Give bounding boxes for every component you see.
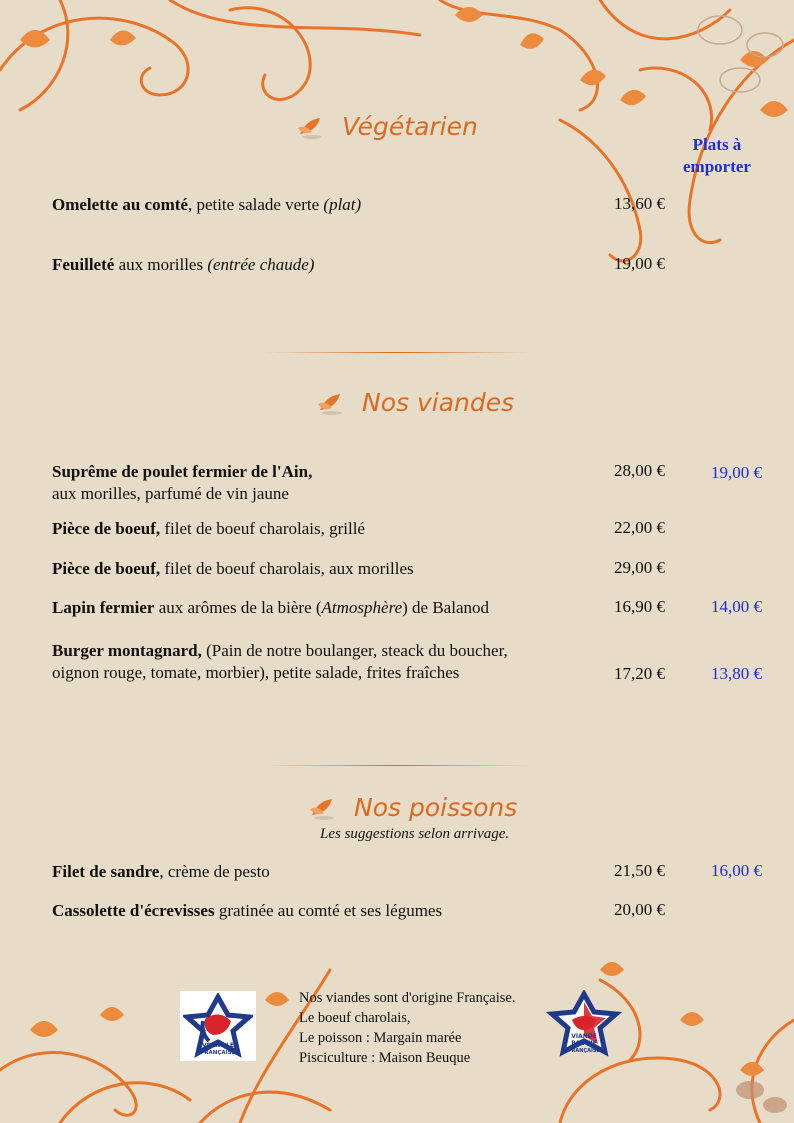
section-divider [265, 765, 530, 766]
footer-line: Pisciculture : Maison Beuque [299, 1050, 471, 1066]
menu-item [52, 900, 442, 922]
menu-item [52, 254, 314, 276]
item-takeaway-price: 16,00 € [711, 861, 762, 880]
item-desc-line2: oignon rouge, tomate, morbier), petite salade, frites fraîches [52, 663, 460, 682]
item-price: 19,00 € [614, 254, 665, 273]
svg-text:BOVINE: BOVINE [571, 1040, 597, 1047]
section-title-viandes [316, 388, 514, 417]
svg-text:FRANÇAISE: FRANÇAISE [200, 1050, 236, 1056]
floral-ornament-top [0, 0, 794, 290]
item-name: Suprême de poulet fermier de l'Ain, [52, 462, 313, 481]
item-desc: , crème de pesto [159, 862, 270, 881]
footer-line: Le poisson : Margain marée [299, 1030, 462, 1046]
menu-item [52, 461, 312, 505]
section-title-text: Nos poissons [354, 793, 518, 822]
volaille-francaise-logo [180, 991, 256, 1061]
footer-origin-text [299, 988, 515, 1068]
section-title-vegetarien [296, 112, 478, 141]
item-name: Omelette au comté [52, 195, 188, 214]
item-name: Filet de sandre [52, 862, 160, 881]
item-desc: gratinée au comté et ses légumes [214, 901, 443, 920]
menu-item [52, 861, 270, 883]
volaille-logo-icon [183, 993, 253, 1059]
item-desc-end: ) de Balanod [402, 598, 489, 617]
item-takeaway-price: 19,00 € [711, 463, 762, 482]
section-divider [265, 352, 530, 353]
item-desc: , petite salade verte [187, 195, 324, 214]
section-subtitle: Les suggestions selon arrivage. [320, 826, 510, 842]
svg-text:VIANDE: VIANDE [571, 1033, 597, 1040]
leaf-icon [316, 390, 348, 416]
item-desc-italic: Atmosphère [321, 598, 403, 617]
item-takeaway-price: 14,00 € [711, 597, 762, 616]
item-desc: (Pain de notre boulanger, steack du boucher, [201, 641, 508, 660]
item-price: 17,20 € [614, 664, 665, 683]
menu-item [52, 518, 365, 540]
item-name: Burger montagnard, [52, 641, 202, 660]
section-title-text: Végétarien [342, 112, 478, 141]
item-desc: aux arômes de la bière ( [154, 598, 322, 617]
item-desc: filet de boeuf charolais, grillé [160, 519, 365, 538]
footer-line: Le boeuf charolais, [299, 1010, 411, 1026]
item-price: 21,50 € [614, 861, 665, 880]
menu-item [52, 558, 414, 580]
item-name: Pièce de boeuf, [52, 559, 161, 578]
item-desc: filet de boeuf charolais, aux morilles [160, 559, 414, 578]
section-title-text: Nos viandes [362, 388, 515, 417]
item-name: Lapin fermier [52, 598, 155, 617]
leaf-icon [296, 114, 328, 140]
item-price: 22,00 € [614, 518, 665, 537]
section-title-poissons [308, 793, 517, 822]
item-price: 20,00 € [614, 900, 665, 919]
item-price: 28,00 € [614, 461, 665, 480]
svg-text:VOLAILLE: VOLAILLE [201, 1042, 235, 1049]
item-price: 29,00 € [614, 558, 665, 577]
item-desc: aux morilles, parfumé de vin jaune [52, 484, 289, 503]
viande-logo-icon [546, 990, 622, 1062]
item-name: Feuilleté [52, 255, 115, 274]
item-takeaway-price: 13,80 € [711, 664, 762, 683]
menu-item [52, 597, 489, 619]
leaf-icon [308, 795, 340, 821]
item-price: 13,60 € [614, 194, 665, 213]
item-name: Cassolette d'écrevisses [52, 901, 215, 920]
item-note: (plat) [323, 195, 362, 214]
menu-item [52, 640, 508, 684]
menu-item [52, 194, 361, 216]
svg-text:FRANÇAISE: FRANÇAISE [568, 1048, 600, 1054]
viande-bovine-francaise-logo [546, 990, 622, 1062]
item-name: Pièce de boeuf, [52, 519, 161, 538]
footer-line: Nos viandes sont d'origine Française. [299, 990, 516, 1006]
item-note: (entrée chaude) [207, 255, 315, 274]
item-price: 16,90 € [614, 597, 665, 616]
item-desc: aux morilles [114, 255, 208, 274]
takeaway-column-header: Plats à emporter [683, 135, 751, 176]
